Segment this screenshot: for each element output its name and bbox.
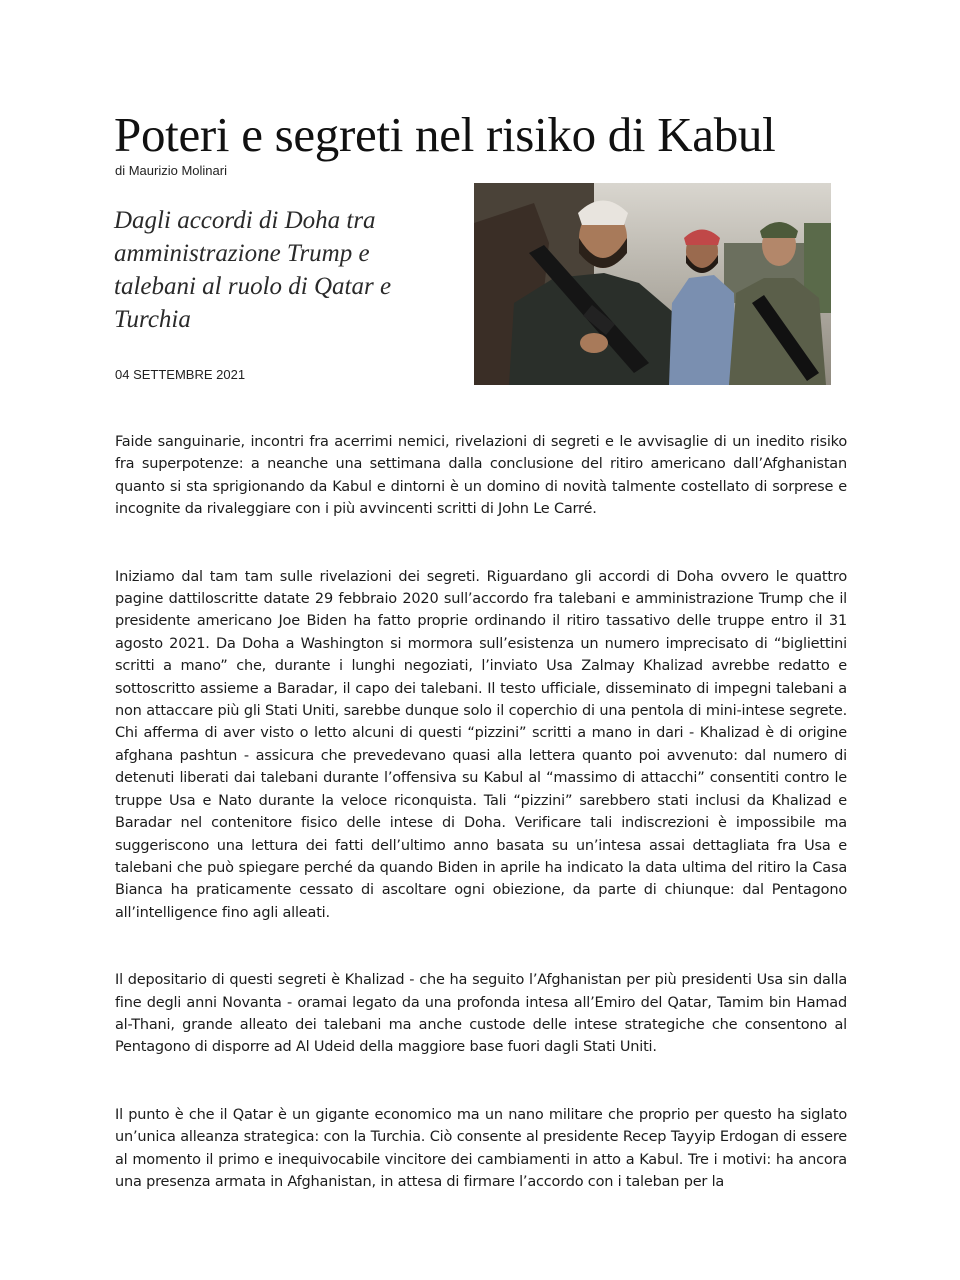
article-title: Poteri e segreti nel risiko di Kabul xyxy=(114,107,776,162)
article-subtitle: Dagli accordi di Doha tra amministrazione Trump e talebani al ruolo di Qatar e Turchia xyxy=(114,207,392,333)
article-photo xyxy=(474,183,831,385)
article-byline: di Maurizio Molinari xyxy=(115,163,227,178)
article-paragraph-2: Iniziamo dal tam tam sulle rivelazioni dei segreti. Riguardano gli accordi di Doha ovvero le quattro pagine dattiloscritte datate 29 febbraio 2020 sull’accordo fra talebani e amministrazione Trump che il presidente americano Joe Biden ha fatto proprie ordinando il ritiro tassativo delle truppe entro il 31 agosto 2021. Da Doha a Washington si mormora sull’esistenza un numero imprecisato di “bigliettini scritti a mano” che, durante i lunghi negoziati, l’inviato Usa Zalmay Khalizad avrebbe redatto e sottoscritto assieme a Baradar, il capo dei talebani. Il testo ufficiale, disseminato di impegni talebani a non attaccare più gli Stati Uniti, sarebbe dunque solo il coperchio di una pentola di mini-intese segrete. Chi afferma di aver visto o letto alcuni di questi “pizzini” scritti a mano in dari - Khalizad è di origine afghana pashtun - assicura che prevedevano quasi alla lettera quanto poi avvenuto: dal numero di detenuti liberati dai talebani durante l’offensiva su Kabul al “massimo di attacchi” consentiti contro le truppe Usa e Nato durante la veloce riconquista. Tali “pizzini” sarebbero stati inclusi da Khalizad e Baradar nel contenitore fisico delle intese di Doha. Verificare tali indiscrezioni è impossibile ma suggeriscono una lettura dei fatti dell’ultimo anno basata su un’intesa assai dettagliata fra Usa e talebani che può spiegare perché da quando Biden in aprile ha indicato la data ultima del ritiro la Casa Bianca ha praticamente cessato di ascoltare ogni obiezione, da parte di chiunque: dal Pentagono all’intelligence fino agli alleati. xyxy=(115,568,847,921)
article-paragraph-4: Il punto è che il Qatar è un gigante economico ma un nano militare che proprio per questo ha siglato un’unica alleanza strategica: con la Turchia. Ciò consente al presidente Recep Tayyip Erdogan di essere al momento il primo e inequivocabile vincitore dei cambiamenti in atto a Kabul. Tre i motivi: ha ancora una presenza armata in Afghanistan, in attesa di firmare l’accordo con i taleban per la xyxy=(115,1106,847,1190)
article-paragraph-3: Il depositario di questi segreti è Khalizad - che ha seguito l’Afghanistan per più presidenti Usa sin dalla fine degli anni Novanta - oramai legato da una profonda intesa all’Emiro del Qatar, Tamim bin Hamad al-Thani, grande alleato dei talebani ma anche custode delle intese strategiche che consentono al Pentagono di disporre ad Al Udeid della maggiore base fuori dagli Stati Uniti. xyxy=(115,972,847,1056)
article-body xyxy=(115,431,847,1238)
article-paragraph-1: Faide sanguinarie, incontri fra acerrimi nemici, rivelazioni di segreti e le avvisaglie di un inedito risiko fra superpotenze: a neanche una settimana dalla conclusione del ritiro americano dall’Afghanistan quanto si sta sprigionando da Kabul e dintorni è un domino di novità talmente costellato di sorprese e incognite da rivaleggiare con i più avvincenti scritti di John Le Carré. xyxy=(115,434,847,518)
article-date: 04 SETTEMBRE 2021 xyxy=(115,367,246,382)
